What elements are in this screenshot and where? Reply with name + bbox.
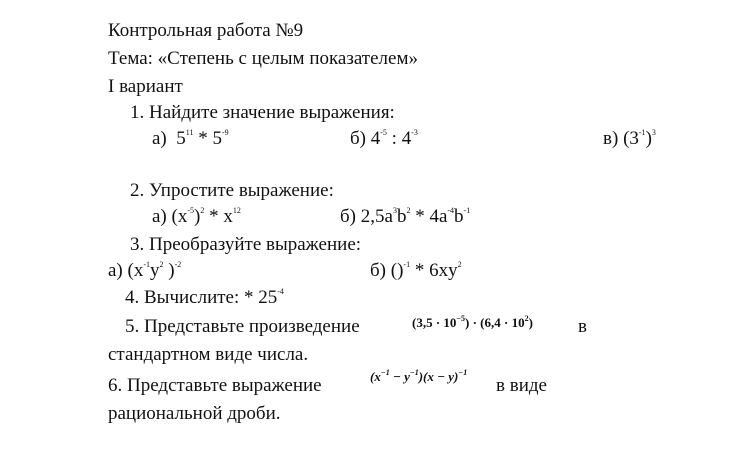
task3-b-label: б) [370, 260, 386, 281]
task3-b-exp2: 2 [457, 260, 462, 269]
task1-c-open: (3 [623, 128, 639, 149]
task1-b-label: б) [350, 128, 366, 149]
task1-a-base1: 5 [176, 128, 186, 149]
task3-a-exp-x: -1 [143, 260, 151, 269]
task1-b-exp1: -5 [380, 128, 387, 137]
task2-a-exp-outer: 2 [200, 206, 205, 215]
task1-b-base2: 4 [401, 128, 412, 149]
task5-text-start: 5. Представьте произведение [125, 316, 360, 337]
task2-a-exp2: 12 [232, 206, 241, 215]
task2-a-exp-inner: -5 [187, 206, 195, 215]
task6-formula-p3: )(x − y) [418, 369, 459, 384]
task2-b [340, 206, 470, 228]
task3-a-exp-outer: -2 [174, 260, 182, 269]
task5-formula-open: (3,5 · 10 [412, 315, 457, 330]
task4-exp: -4 [277, 287, 284, 296]
task2-a-open: (x [171, 206, 188, 227]
task2-b-b1: b [396, 206, 407, 227]
task1-a-base2: 5 [212, 128, 222, 149]
task1-c-exp-outer: 3 [651, 128, 656, 137]
task5-formula [412, 314, 533, 332]
task1-a-label: а) [152, 128, 167, 149]
task1-b-base1: 4 [370, 128, 381, 149]
task3-a-open: (x [127, 260, 144, 281]
task2-b-exp-a1: 3 [392, 206, 397, 215]
task1-c-exp-inner: -1 [638, 128, 646, 137]
task3-b-op: * 6xy [410, 260, 458, 281]
task3-b-parens: () [390, 260, 404, 281]
task5-text-line2: стандартном виде числа. [108, 344, 309, 365]
task2-b-label: б) [340, 206, 356, 227]
variant-label: I вариант [108, 76, 183, 97]
task3-a-label: а) [108, 260, 123, 281]
task3-heading: 3. Преобразуйте выражение: [130, 234, 362, 255]
task2-b-exp-a2: -4 [447, 206, 455, 215]
task6-text-line2: рациональной дроби. [108, 403, 281, 424]
task1-c-close: ) [645, 128, 652, 149]
document-title: Контрольная работа №9 [108, 20, 304, 41]
task5-formula-mid: ) · (6,4 · 10 [464, 315, 525, 330]
task6-formula-exp1: −1 [380, 368, 390, 377]
task6-formula-exp3: −1 [458, 368, 468, 377]
task6-formula-exp2: −1 [409, 368, 419, 377]
task2-a-label: а) [152, 206, 167, 227]
task3-a-y: y [150, 260, 160, 281]
task2-a-close: ) [194, 206, 201, 227]
task6-formula-p2: − y [389, 369, 410, 384]
task1-b [350, 128, 418, 150]
task4-text: 4. Вычислите: * 25 [125, 287, 278, 308]
task5-formula-exp1: −5 [456, 314, 465, 323]
task6-formula [370, 368, 467, 386]
task1-heading: 1. Найдите значение выражения: [130, 102, 395, 123]
task5-text-end: в [578, 316, 587, 337]
task2-heading: 2. Упростите выражение: [130, 180, 334, 201]
task3-a-close: ) [163, 260, 175, 281]
task5-formula-exp2: 2 [524, 314, 529, 323]
task2-b-exp-b2: -1 [463, 206, 471, 215]
task3-a [108, 260, 181, 282]
document-topic: Тема: «Степень с целым показателем» [108, 48, 418, 69]
task1-b-exp2: -3 [411, 128, 418, 137]
task1-b-op: : [386, 128, 402, 149]
task1-a-exp2: -9 [221, 128, 229, 137]
task1-c [603, 128, 656, 150]
task3-b-exp: -1 [403, 260, 411, 269]
task4 [125, 287, 284, 309]
task1-a-op: * [193, 128, 213, 149]
task2-a-op: * x [204, 206, 233, 227]
task6-formula-p1: (x [370, 369, 381, 384]
task2-b-b2: b [454, 206, 464, 227]
task3-a-exp-y: 2 [159, 260, 164, 269]
task6-text-start: 6. Представьте выражение [108, 375, 322, 396]
task2-b-op: * 4a [410, 206, 448, 227]
task2-b-exp-b1: 2 [406, 206, 411, 215]
task2-b-coef1: 2,5a [360, 206, 393, 227]
task5-formula-close: ) [528, 315, 533, 330]
task6-text-end: в виде [496, 375, 547, 396]
task3-b [370, 260, 462, 282]
task1-a [152, 128, 229, 150]
task2-a [152, 206, 241, 228]
task1-c-label: в) [603, 128, 619, 149]
task1-a-exp1: 11 [185, 128, 194, 137]
